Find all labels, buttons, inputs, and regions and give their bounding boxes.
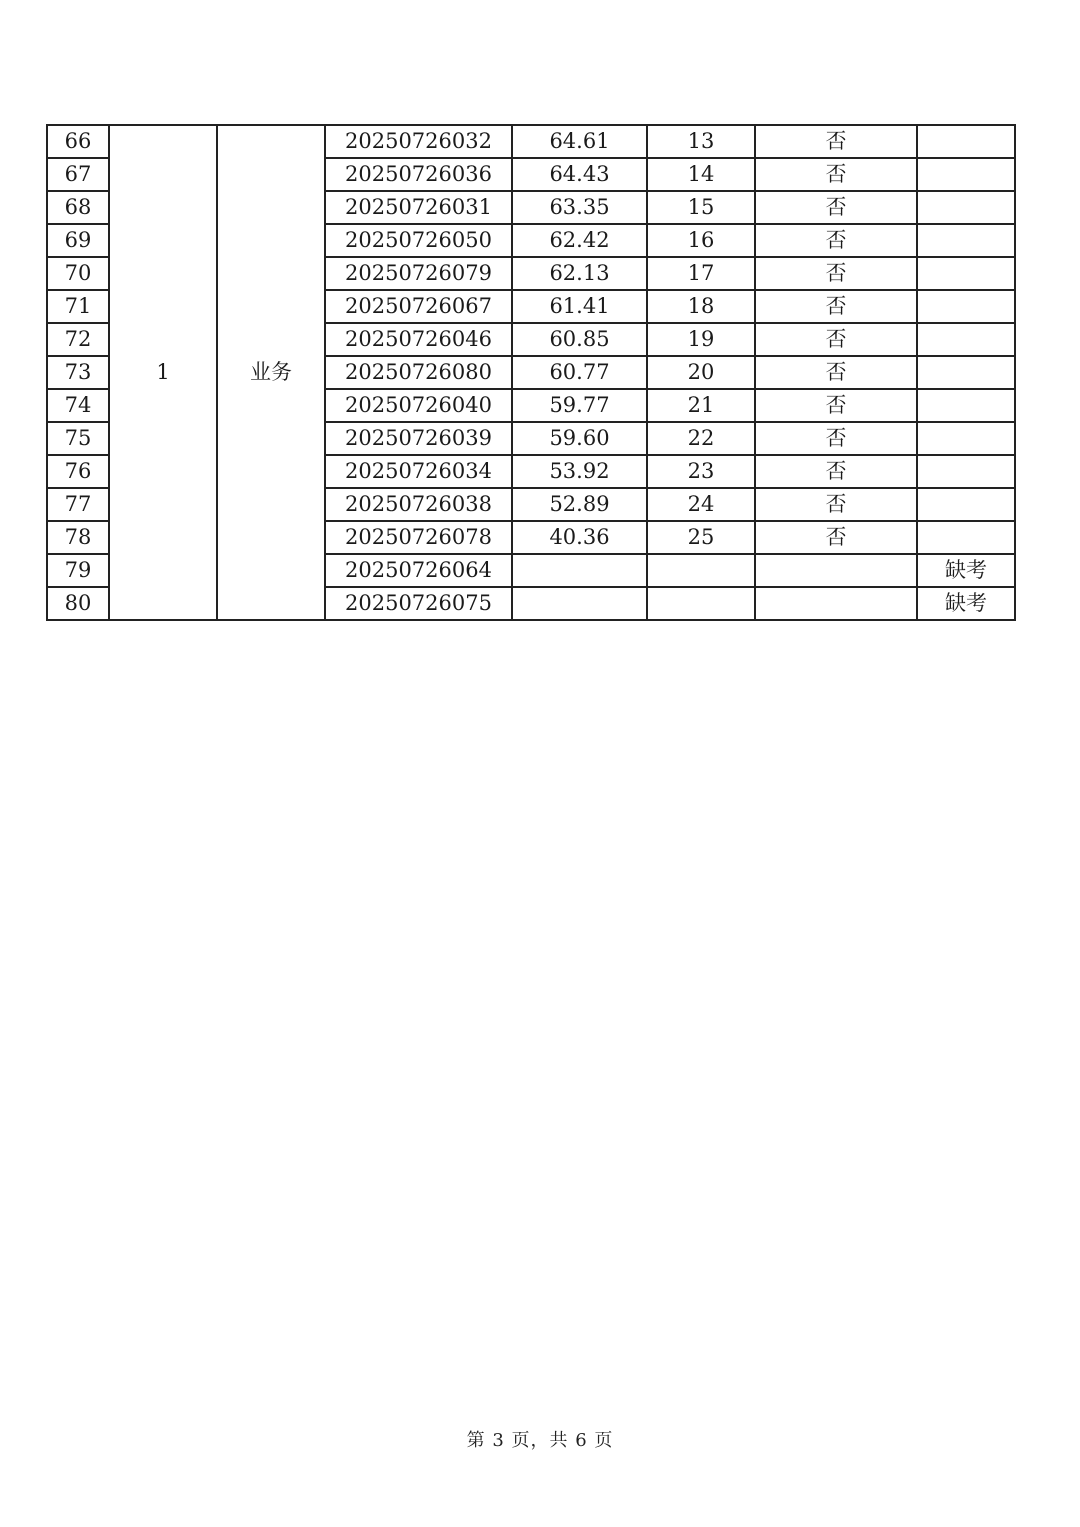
score-cell bbox=[512, 554, 647, 587]
score-cell: 63.35 bbox=[512, 191, 647, 224]
remark-cell bbox=[917, 455, 1015, 488]
exam-number-cell: 20250726032 bbox=[325, 125, 512, 158]
seq-cell: 70 bbox=[47, 257, 109, 290]
score-cell: 60.77 bbox=[512, 356, 647, 389]
remark-cell bbox=[917, 290, 1015, 323]
seq-cell: 76 bbox=[47, 455, 109, 488]
remark-cell: 缺考 bbox=[917, 554, 1015, 587]
page-number: 第 3 页，共 6 页 bbox=[466, 1430, 614, 1451]
exam-number-cell: 20250726040 bbox=[325, 389, 512, 422]
remark-cell bbox=[917, 158, 1015, 191]
score-cell: 62.42 bbox=[512, 224, 647, 257]
seq-cell: 75 bbox=[47, 422, 109, 455]
interview-cell: 否 bbox=[755, 125, 917, 158]
remark-cell bbox=[917, 488, 1015, 521]
remark-cell bbox=[917, 323, 1015, 356]
table-row bbox=[47, 125, 1015, 158]
seq-cell: 67 bbox=[47, 158, 109, 191]
rank-cell bbox=[647, 587, 755, 620]
exam-number-cell: 20250726034 bbox=[325, 455, 512, 488]
seq-cell: 66 bbox=[47, 125, 109, 158]
exam-number-cell: 20250726039 bbox=[325, 422, 512, 455]
score-cell: 64.61 bbox=[512, 125, 647, 158]
exam-number-cell: 20250726080 bbox=[325, 356, 512, 389]
rank-cell: 17 bbox=[647, 257, 755, 290]
seq-cell: 78 bbox=[47, 521, 109, 554]
score-cell: 61.41 bbox=[512, 290, 647, 323]
interview-cell: 否 bbox=[755, 521, 917, 554]
interview-cell: 否 bbox=[755, 356, 917, 389]
rank-cell: 18 bbox=[647, 290, 755, 323]
remark-cell bbox=[917, 224, 1015, 257]
interview-cell: 否 bbox=[755, 257, 917, 290]
remark-cell: 缺考 bbox=[917, 587, 1015, 620]
exam-number-cell: 20250726036 bbox=[325, 158, 512, 191]
remark-cell bbox=[917, 521, 1015, 554]
seq-cell: 69 bbox=[47, 224, 109, 257]
exam-number-cell: 20250726067 bbox=[325, 290, 512, 323]
interview-cell: 否 bbox=[755, 191, 917, 224]
seq-cell: 77 bbox=[47, 488, 109, 521]
exam-number-cell: 20250726038 bbox=[325, 488, 512, 521]
rank-cell: 24 bbox=[647, 488, 755, 521]
seq-cell: 79 bbox=[47, 554, 109, 587]
score-cell: 59.77 bbox=[512, 389, 647, 422]
remark-cell bbox=[917, 356, 1015, 389]
position-cell: 业务 bbox=[217, 125, 325, 620]
score-table bbox=[46, 124, 1016, 621]
interview-cell: 否 bbox=[755, 224, 917, 257]
remark-cell bbox=[917, 191, 1015, 224]
interview-cell: 否 bbox=[755, 389, 917, 422]
exam-number-cell: 20250726031 bbox=[325, 191, 512, 224]
seq-cell: 73 bbox=[47, 356, 109, 389]
rank-cell: 14 bbox=[647, 158, 755, 191]
interview-cell: 否 bbox=[755, 323, 917, 356]
score-cell bbox=[512, 587, 647, 620]
rank-cell bbox=[647, 554, 755, 587]
remark-cell bbox=[917, 389, 1015, 422]
seq-cell: 72 bbox=[47, 323, 109, 356]
score-table-body bbox=[47, 125, 1015, 620]
seq-cell: 68 bbox=[47, 191, 109, 224]
rank-cell: 15 bbox=[647, 191, 755, 224]
seq-cell: 71 bbox=[47, 290, 109, 323]
rank-cell: 13 bbox=[647, 125, 755, 158]
exam-number-cell: 20250726075 bbox=[325, 587, 512, 620]
score-cell: 62.13 bbox=[512, 257, 647, 290]
exam-number-cell: 20250726046 bbox=[325, 323, 512, 356]
score-cell: 59.60 bbox=[512, 422, 647, 455]
score-cell: 60.85 bbox=[512, 323, 647, 356]
score-cell: 52.89 bbox=[512, 488, 647, 521]
interview-cell: 否 bbox=[755, 455, 917, 488]
seq-cell: 80 bbox=[47, 587, 109, 620]
rank-cell: 16 bbox=[647, 224, 755, 257]
remark-cell bbox=[917, 125, 1015, 158]
interview-cell: 否 bbox=[755, 158, 917, 191]
exam-number-cell: 20250726064 bbox=[325, 554, 512, 587]
remark-cell bbox=[917, 422, 1015, 455]
score-cell: 64.43 bbox=[512, 158, 647, 191]
rank-cell: 23 bbox=[647, 455, 755, 488]
score-cell: 53.92 bbox=[512, 455, 647, 488]
exam-number-cell: 20250726050 bbox=[325, 224, 512, 257]
rank-cell: 21 bbox=[647, 389, 755, 422]
rank-cell: 19 bbox=[647, 323, 755, 356]
rank-cell: 20 bbox=[647, 356, 755, 389]
interview-cell: 否 bbox=[755, 488, 917, 521]
exam-number-cell: 20250726079 bbox=[325, 257, 512, 290]
interview-cell: 否 bbox=[755, 290, 917, 323]
seq-cell: 74 bbox=[47, 389, 109, 422]
group-number-cell: 1 bbox=[109, 125, 217, 620]
score-cell: 40.36 bbox=[512, 521, 647, 554]
rank-cell: 22 bbox=[647, 422, 755, 455]
remark-cell bbox=[917, 257, 1015, 290]
exam-number-cell: 20250726078 bbox=[325, 521, 512, 554]
interview-cell bbox=[755, 554, 917, 587]
interview-cell bbox=[755, 587, 917, 620]
rank-cell: 25 bbox=[647, 521, 755, 554]
interview-cell: 否 bbox=[755, 422, 917, 455]
